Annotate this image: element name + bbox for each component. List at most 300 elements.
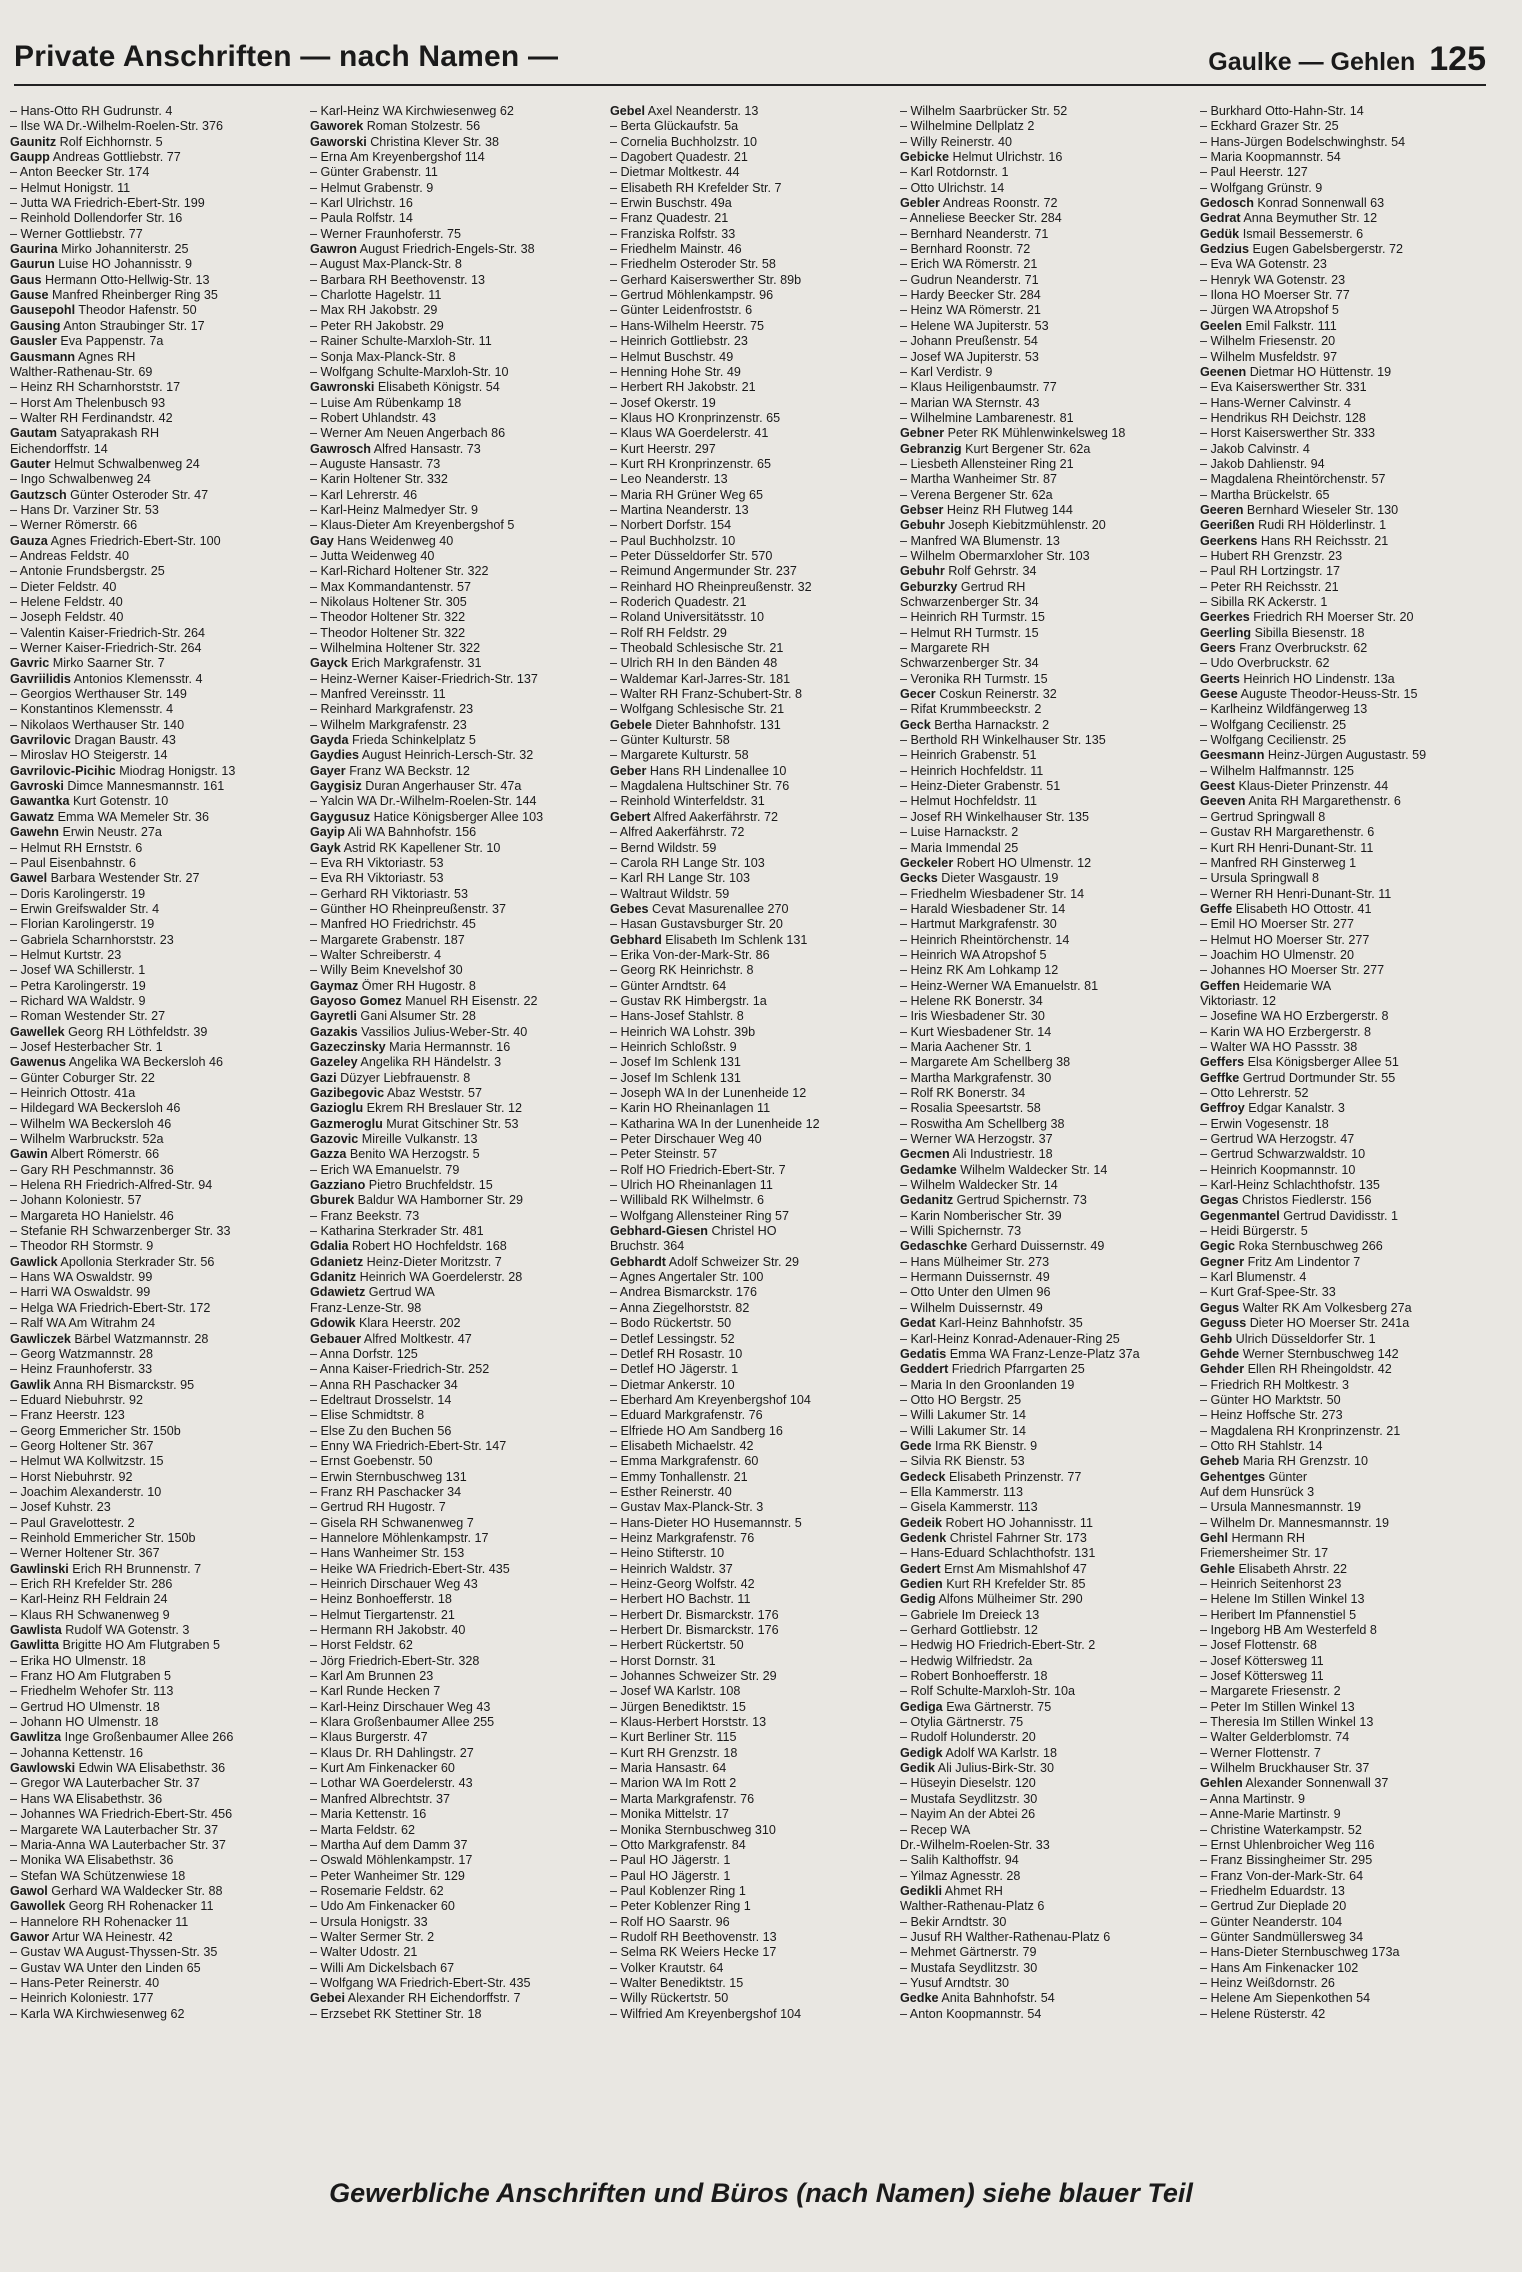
surname: Geffe [1200,901,1233,916]
directory-entry [610,1025,900,1040]
entry-text: – Heinz RH Scharnhorststr. 17 [10,380,181,395]
directory-entry [610,457,900,472]
directory-entry [10,1654,300,1669]
directory-entry [10,887,300,902]
surname: Gaunitz [10,134,57,149]
directory-entry [610,503,900,518]
entry-text: – Erika HO Ulmenstr. 18 [10,1653,146,1668]
entry-text: – Hannelore Möhlenkampstr. 17 [310,1530,489,1545]
surname: Gawel [10,871,48,886]
entry-text: – Johann HO Ulmenstr. 18 [10,1715,159,1730]
entry-text: – Margarete Grabenstr. 187 [310,932,465,947]
directory-entry [900,733,1190,748]
entry-text: – Berta Glückaufstr. 5a [610,119,739,134]
entry-text: – Katharina WA In der Lunenheide 12 [610,1116,820,1131]
directory-entry [900,380,1190,395]
directory-entry [310,687,600,702]
entry-text: – Roman Westender Str. 27 [10,1009,166,1024]
surname: Geenen [1200,364,1247,379]
entry-text: – Karl Ulrichstr. 16 [310,196,413,211]
directory-entry [310,196,600,211]
entry-text: Gertrud Davidisstr. 1 [1279,1208,1399,1223]
entry-text: – Günter Leidenfroststr. 6 [610,303,753,318]
directory-entry [10,580,300,595]
entry-text: – Peter Düsseldorfer Str. 570 [610,548,773,563]
directory-entry [900,1807,1190,1822]
entry-text: Gerhard WA Waldecker Str. 88 [47,1883,223,1898]
directory-entry [10,1792,300,1807]
entry-text: – Bernd Wildstr. 59 [610,840,717,855]
page-header [14,40,1486,86]
entry-text: – Günter Coburger Str. 22 [10,1070,155,1085]
directory-entry [610,733,900,748]
directory-entry [610,119,900,134]
entry-text: – Wilhelmina Holtener Str. 322 [310,641,481,656]
directory-entry [610,1684,900,1699]
directory-entry [1200,580,1490,595]
surname: Gedigk [900,1745,943,1760]
directory-entry [900,549,1190,564]
entry-text: – Paul Heerstr. 127 [1200,165,1308,180]
entry-text: – Reinhold Winterfeldstr. 31 [610,794,765,809]
directory-entry [10,104,300,119]
directory-entry [610,1301,900,1316]
entry-text: – Otto Lehrerstr. 52 [1200,1086,1309,1100]
entry-text: – Heinz Weißdornstr. 26 [1200,1975,1335,1990]
directory-entry [900,1715,1190,1730]
entry-text: – Gustav Max-Planck-Str. 3 [610,1500,764,1515]
entry-text: – Anna Kaiser-Friedrich-Str. 252 [310,1362,490,1377]
entry-text: Kurt Gotenstr. 10 [69,794,169,809]
entry-text: – Hans-Otto RH Gudrunstr. 4 [10,104,173,118]
directory-entry [900,1761,1190,1776]
directory-entry [900,994,1190,1009]
directory-entry [610,1086,900,1101]
entry-text: – Gustav RH Margarethenstr. 6 [1200,825,1375,840]
surname: Gediga [900,1699,943,1714]
entry-text: – Jörg Friedrich-Ebert-Str. 328 [310,1653,480,1668]
directory-entry [10,641,300,656]
directory-entry [610,1853,900,1868]
entry-text: – Helga WA Friedrich-Ebert-Str. 172 [10,1300,211,1315]
surname: Gedzius [1200,242,1249,257]
directory-entry [610,1531,900,1546]
entry-text: – Rosalia Speesartstr. 58 [900,1101,1041,1116]
directory-entry [310,396,600,411]
surname: Gawliczek [10,1331,71,1346]
directory-entry [610,334,900,349]
entry-text: – Werner Römerstr. 66 [10,518,138,533]
entry-text: – Margarete RH [900,641,990,656]
entry-text: – Maria Aachener Str. 1 [900,1039,1032,1054]
entry-text: – Friedhelm Mainstr. 46 [610,242,742,257]
entry-text: Astrid RK Kapellener Str. 10 [340,840,501,855]
surname: Gaworski [310,134,367,149]
directory-entry [900,1869,1190,1884]
directory-entry [310,1638,600,1653]
entry-text: – Jutta Weidenweg 40 [310,548,435,563]
directory-entry [900,1546,1190,1561]
entry-text: – Wilhelm Warbruckstr. 52a [10,1132,164,1147]
entry-text: – Hermann Duissernstr. 49 [900,1270,1050,1285]
entry-text: Edgar Kanalstr. 3 [1244,1101,1345,1116]
entry-text: – Marta Markgrafenstr. 76 [610,1791,755,1806]
directory-entry [900,534,1190,549]
entry-text: – Eberhard Am Kreyenbergshof 104 [610,1392,811,1407]
directory-entry [310,181,600,196]
directory-entry [10,1316,300,1331]
entry-text: – Emmy Tonhallenstr. 21 [610,1469,748,1484]
entry-text: – Peter RH Reichsstr. 21 [1200,579,1339,594]
directory-entry [1200,1393,1490,1408]
entry-text: – Heinz-Georg Wolfstr. 42 [610,1577,755,1591]
entry-text: – Sonja Max-Planck-Str. 8 [310,349,456,364]
entry-text: Ali Industriestr. 18 [949,1147,1053,1162]
directory-entry [610,380,900,395]
entry-text: – Katharina Sterkrader Str. 481 [310,1224,484,1239]
directory-entry [10,718,300,733]
directory-entry [900,196,1190,211]
directory-entry [310,595,600,610]
entry-text: – Wilhelmine Dellplatz 2 [900,119,1035,134]
directory-entry [310,534,600,549]
surname: Gawlik [10,1377,51,1392]
directory-entry [900,1592,1190,1607]
directory-entry [10,365,300,380]
directory-entry [610,426,900,441]
entry-text: – Hans-Peter Reinerstr. 40 [10,1975,160,1990]
directory-entry [1200,856,1490,871]
entry-text: – Karl RH Lange Str. 103 [610,871,751,886]
surname: Gawol [10,1883,48,1898]
entry-text: Adolf WA Karlstr. 18 [942,1745,1058,1760]
entry-text: – Volker Krautstr. 64 [610,1960,724,1975]
directory-entry [310,1163,600,1178]
surname: Gayoso Gomez [310,993,402,1008]
directory-entry [610,104,900,119]
directory-entry [900,1193,1190,1208]
entry-text: – Günter Grabenstr. 11 [310,165,438,180]
directory-entry [1200,319,1490,334]
entry-text: – Walter Schreiberstr. 4 [310,947,442,962]
entry-text: Bruchstr. 364 [610,1239,685,1254]
entry-text: – Karin Nomberischer Str. 39 [900,1208,1062,1223]
entry-text: Elisabeth Ahrstr. 22 [1235,1561,1348,1576]
surname: Gaygisiz [310,779,362,794]
directory-entry [310,227,600,242]
directory-entry [610,1239,900,1254]
directory-entry [1200,135,1490,150]
surname: Gegner [1200,1254,1245,1269]
entry-text: – Heinrich Schloßstr. 9 [610,1039,737,1054]
directory-entry [310,1608,600,1623]
directory-entry [1200,534,1490,549]
entry-text: – Paul Eisenbahnstr. 6 [10,855,137,870]
entry-text: Günter Osteroder Str. 47 [66,487,209,502]
entry-text: – Otto Unter den Ulmen 96 [900,1285,1051,1300]
directory-entry [900,1163,1190,1178]
entry-text: – Klaus-Dieter Am Kreyenbergshof 5 [310,518,515,533]
directory-entry [610,1516,900,1531]
directory-entry [1200,810,1490,825]
entry-text: Emma WA Memeler Str. 36 [54,809,209,824]
directory-entry [1200,303,1490,318]
entry-text: – Elise Schmidtstr. 8 [310,1408,425,1423]
directory-entry [10,242,300,257]
entry-text: – Heinrich Koopmannstr. 10 [1200,1162,1356,1177]
directory-entry [310,963,600,978]
directory-entry [900,1623,1190,1638]
entry-text: Eugen Gabelsbergerstr. 72 [1249,242,1404,257]
directory-entry [10,1055,300,1070]
entry-text: – Petra Karolingerstr. 19 [10,978,146,993]
entry-text: – Wolfgang Schlesische Str. 21 [610,702,785,717]
directory-entry [10,1040,300,1055]
entry-text: – Veronika RH Turmstr. 15 [900,671,1048,686]
directory-entry [1200,733,1490,748]
directory-entry [10,1132,300,1147]
directory-entry [1200,794,1490,809]
directory-entry [310,1623,600,1638]
entry-text: Elsa Königsberger Allee 51 [1244,1055,1399,1070]
entry-text: Franz-Lenze-Str. 98 [310,1300,422,1315]
entry-text: Mireille Vulkanstr. 13 [358,1132,478,1147]
directory-entry [1200,1055,1490,1070]
entry-text: – Erwin Sternbuschweg 131 [310,1469,467,1484]
directory-entry [1200,426,1490,441]
directory-entry [10,1193,300,1208]
entry-text: – Heinz Fraunhoferstr. 33 [10,1362,153,1377]
directory-entry [610,595,900,610]
entry-text: Christos Fiedlerstr. 156 [1238,1193,1372,1208]
entry-text: – Nikolaos Werthauser Str. 140 [10,717,185,732]
directory-entry [1200,1285,1490,1300]
entry-text: – Werner Kaiser-Friedrich-Str. 264 [10,641,202,656]
directory-entry [10,303,300,318]
surname: Gazmeroglu [310,1116,383,1131]
surname: Gebhard-Giesen [610,1224,708,1239]
entry-text: – Helmut Tiergartenstr. 21 [310,1607,455,1622]
surname: Geckeler [900,855,954,870]
entry-text: – Georg Watzmannstr. 28 [10,1346,154,1361]
surname: Gebei [310,1991,345,2006]
directory-entry [610,1071,900,1086]
entry-text: – Erich RH Krefelder Str. 286 [10,1577,173,1591]
directory-entry [900,641,1190,656]
surname: Gavroski [10,779,64,794]
entry-text: – Wolfgang Schulte-Marxloh-Str. 10 [310,364,509,379]
surname: Gaworek [310,119,364,134]
directory-entry [610,871,900,886]
surname: Gazza [310,1147,347,1162]
directory-entry [310,1961,600,1976]
directory-entry [610,1393,900,1408]
surname: Gehlen [1200,1776,1243,1791]
surname: Gebranzig [900,441,962,456]
entry-text: – Erna Am Kreyenbergshof 114 [310,150,485,165]
entry-text: – Luise Am Rübenkamp 18 [310,395,462,410]
entry-text: – Klaus HO Kronprinzenstr. 65 [610,410,781,425]
directory-entry [310,1485,600,1500]
entry-text: Mirko Saarner Str. 7 [49,656,165,671]
entry-text: – Hans Wanheimer Str. 153 [310,1546,465,1561]
entry-text: – Günter Kulturstr. 58 [610,733,730,748]
directory-entry [310,1869,600,1884]
entry-text: – Margareta HO Hanielstr. 46 [10,1208,174,1223]
directory-entry [310,825,600,840]
directory-entry [900,1684,1190,1699]
entry-text: Rolf Eichhornstr. 5 [56,134,163,149]
entry-text: – Josef Flottenstr. 68 [1200,1638,1317,1653]
directory-entry [10,702,300,717]
entry-text: – Theodor Holtener Str. 322 [310,625,466,640]
directory-entry [610,564,900,579]
directory-entry [900,1516,1190,1531]
entry-text: – Kurt Berliner Str. 115 [610,1730,737,1745]
entry-text: – Henning Hohe Str. 49 [610,364,741,379]
directory-entry [10,411,300,426]
entry-text: – Willi Spichernstr. 73 [900,1224,1022,1239]
directory-entry [900,1976,1190,1991]
directory-entry [1200,119,1490,134]
directory-entry [610,1424,900,1439]
surname: Gawatz [10,809,55,824]
entry-text: – Helena RH Friedrich-Alfred-Str. 94 [10,1178,213,1193]
entry-text: – Wilhelm WA Beckersloh 46 [10,1116,172,1131]
directory-entry [310,841,600,856]
directory-entry [310,1055,600,1070]
directory-entry [1200,273,1490,288]
entry-text: Heidemarie WA [1239,978,1332,993]
directory-entry [900,1086,1190,1101]
directory-entry [310,948,600,963]
entry-text: – Heino Stifterstr. 10 [610,1546,725,1561]
directory-entry [900,1071,1190,1086]
entry-text: – Heinz Hoffsche Str. 273 [1200,1408,1343,1423]
directory-entry [10,871,300,886]
directory-entry [1200,488,1490,503]
surname: Gavriilidis [10,671,71,686]
entry-text: – Oswald Möhlenkampstr. 17 [310,1853,473,1868]
entry-text: – Manfred HO Friedrichstr. 45 [310,917,476,932]
entry-text: – Joseph Feldstr. 40 [10,610,124,625]
entry-text: – Willibald RK Wilhelmstr. 6 [610,1193,764,1208]
surname: Gavrilovic-Picihic [10,763,116,778]
directory-entry [900,1884,1190,1899]
entry-text: – Detlef RH Rosastr. 10 [610,1346,743,1361]
surname: Gawin [10,1147,48,1162]
directory-entry [1200,1270,1490,1285]
directory-entry [900,1132,1190,1147]
entry-text: – Emma Markgrafenstr. 60 [610,1454,759,1469]
directory-entry [610,1362,900,1377]
surname: Gaus [10,272,42,287]
entry-text: – Eva WA Gotenstr. 23 [1200,257,1327,272]
surname: Gede [900,1438,932,1453]
directory-entry [10,1976,300,1991]
entry-text: Theodor Hafenstr. 50 [75,303,197,318]
entry-text: – Burkhard Otto-Hahn-Str. 14 [1200,104,1364,118]
surname: Gebuhr [900,518,945,533]
directory-entry [610,1915,900,1930]
entry-text: Auguste Theodor-Heuss-Str. 15 [1237,687,1418,702]
directory-entry [900,181,1190,196]
directory-entry [900,1853,1190,1868]
directory-entry [10,1101,300,1116]
entry-text: – Hans-Werner Calvinstr. 4 [1200,395,1351,410]
entry-text: – Margarete Am Schellberg 38 [900,1055,1071,1070]
directory-entry [10,1347,300,1362]
directory-entry [610,472,900,487]
directory-entry [900,887,1190,902]
directory-entry [10,2007,300,2022]
directory-entry [310,1899,600,1914]
entry-text: – Anne-Marie Martinstr. 9 [1200,1807,1341,1822]
directory-entry [900,1669,1190,1684]
entry-text: – Gregor WA Lauterbacher Str. 37 [10,1776,200,1791]
entry-text: – Helene Feldstr. 40 [10,595,123,609]
directory-entry [1200,350,1490,365]
entry-text: – Karla WA Kirchwiesenweg 62 [10,2006,185,2021]
entry-text: – Friedhelm Wehofer Str. 113 [10,1684,174,1699]
entry-text: Andreas Roonstr. 72 [939,196,1058,211]
directory-entry [900,718,1190,733]
entry-text: – Anna Martinstr. 9 [1200,1791,1306,1806]
directory-entry [10,1961,300,1976]
entry-text: – Hermann RH Jakobstr. 40 [310,1623,466,1638]
entry-text: – Heinrich WA Lohstr. 39b [610,1024,756,1039]
entry-text: Wilhelm Waldecker Str. 14 [956,1162,1108,1177]
surname: Gebuhr [900,564,945,579]
entry-text: – Josefine WA HO Erzbergerstr. 8 [1200,1009,1389,1024]
entry-text: – Klaus RH Schwanenweg 9 [10,1607,170,1622]
directory-entry [310,856,600,871]
directory-entry [1200,994,1490,1009]
entry-text: – Maria-Anna WA Lauterbacher Str. 37 [10,1837,226,1852]
directory-entry [610,1316,900,1331]
entry-text: – Martha Wanheimer Str. 87 [900,472,1058,487]
entry-text: – Walter Benediktstr. 15 [610,1975,744,1990]
entry-text: – Paul Buchholzstr. 10 [610,533,736,548]
directory-entry [1200,1945,1490,1960]
surname: Gawrosch [310,441,371,456]
entry-text: – Peter Wanheimer Str. 129 [310,1868,465,1883]
entry-text: – Hendrikus RH Deichstr. 128 [1200,410,1366,425]
entry-text: Robert HO Hochfeldstr. 168 [348,1239,507,1254]
entry-text: Agnes Friedrich-Ebert-Str. 100 [47,533,221,548]
entry-text: – Karl-Heinz Dirschauer Weg 43 [310,1699,491,1714]
directory-entry [610,165,900,180]
directory-entry [310,1270,600,1285]
entry-text: Agnes RH [75,349,136,364]
entry-text: – Magdalena Rheintörchenstr. 57 [1200,472,1386,487]
directory-entry [610,1485,900,1500]
directory-entry [310,871,600,886]
directory-entry [10,1362,300,1377]
directory-entry [1200,1424,1490,1439]
entry-text: – Antonie Frundsbergstr. 25 [10,564,165,579]
entry-text: – Peter RH Jakobstr. 29 [310,318,444,333]
directory-entry [900,1362,1190,1377]
surname: Gawlista [10,1623,62,1638]
entry-text: – Jutta WA Friedrich-Ebert-Str. 199 [10,196,205,211]
directory-entry [1200,672,1490,687]
entry-text: – Enny WA Friedrich-Ebert-Str. 147 [310,1438,507,1453]
directory-entry [1200,917,1490,932]
directory-entry [310,1945,600,1960]
directory-entry [10,1899,300,1914]
directory-entry [310,211,600,226]
